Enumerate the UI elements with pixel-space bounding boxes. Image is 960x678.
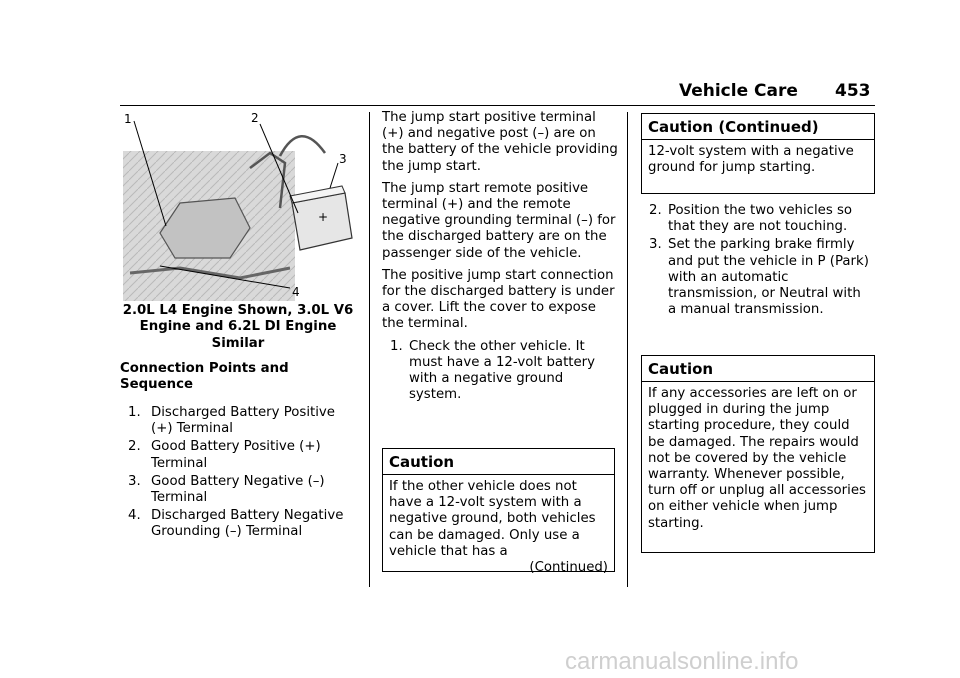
callout-label-2: 2 [251,111,259,125]
step-number: 3. [649,237,662,253]
column-2-text [382,110,618,405]
list-text: Discharged Battery Positive (+) Terminal [151,405,335,437]
list-text: Discharged Battery Negative Grounding (–) Terminal [151,508,344,540]
engine-bay-figure [120,108,355,303]
list-item [128,508,356,540]
list-number: 1. [128,405,141,420]
connection-points-heading: Connection Points and Sequence [120,361,289,393]
header-rule [120,105,875,106]
step-text: Set the parking brake firmly and put the vehicle in P (Park) with an automatic transmission, or Neutral with a manual transmission. [668,237,869,318]
column-divider-2 [627,112,628,587]
callout-label-3: 3 [339,152,347,166]
step-item [390,339,618,404]
list-number: 2. [128,439,141,455]
list-item [128,439,356,471]
caution-title: Caution [383,449,614,475]
step-text: Check the other vehicle. It must have a 12-volt battery with a negative ground system. [409,338,596,403]
caution-text: If the other vehicle does not have a 12-volt system with a negative ground, both vehicles can be damaged. Only use a vehicle that has a [389,479,596,559]
step-item [649,237,871,318]
section-title: Vehicle Care [679,81,798,101]
list-item [128,474,356,506]
page-number: 453 [835,81,871,101]
callout-line-3 [330,163,338,188]
continued-label: (Continued) [529,560,608,576]
battery-plus-sign: + [318,210,329,224]
caution-box [382,448,615,576]
caution-accessories-text: If any accessories are left on or plugged in during the jump starting procedure, they could be damaged. The repairs would not be covered by the vehicle warranty. Whenever possible, turn off or unplug all accessories on either vehicle when jump starting. [648,386,866,531]
caution-continued-title: Caution (Continued) [642,114,874,140]
list-text: Good Battery Negative (–) Terminal [151,473,325,506]
caution-accessories-box [641,355,875,553]
paragraph-remote-terminals: The jump start remote positive terminal (+) and the remote negative grounding terminal (–) for the discharged battery are on the passenger side of the vehicle. [382,180,616,261]
caution-accessories-title: Caution [642,356,874,382]
step-text: Position the two vehicles so that they are not touching. [668,203,853,235]
caution-body [383,475,614,578]
connection-points-list [128,405,356,543]
figure-caption: 2.0L L4 Engine Shown, 3.0L V6 Engine and 6.2L DI Engine Similar [122,303,354,351]
step-number: 2. [649,203,662,218]
column-divider-1 [369,112,370,587]
watermark: carmanualsonline.info [565,648,799,675]
callout-label-1: 1 [124,112,132,126]
step-number: 1. [390,338,403,354]
paragraph-jump-start-terminals: The jump start positive terminal (+) and negative post (–) are on the battery of the vehicle providing the jump start. [382,110,618,174]
engine-bay-illustration [120,108,355,303]
list-item [128,405,356,437]
paragraph-cover: The positive jump start connection for the discharged battery is under a cover. Lift the cover to expose the terminal. [382,267,615,332]
steps-list [649,203,871,320]
list-number: 4. [128,508,141,524]
step-item [649,203,871,235]
caution-continued-text: 12-volt system with a negative ground for jump starting. [648,144,854,176]
caution-continued-box [641,113,875,194]
callout-label-4: 4 [292,285,300,299]
list-number: 3. [128,473,141,489]
list-text: Good Battery Positive (+) Terminal [151,439,321,471]
